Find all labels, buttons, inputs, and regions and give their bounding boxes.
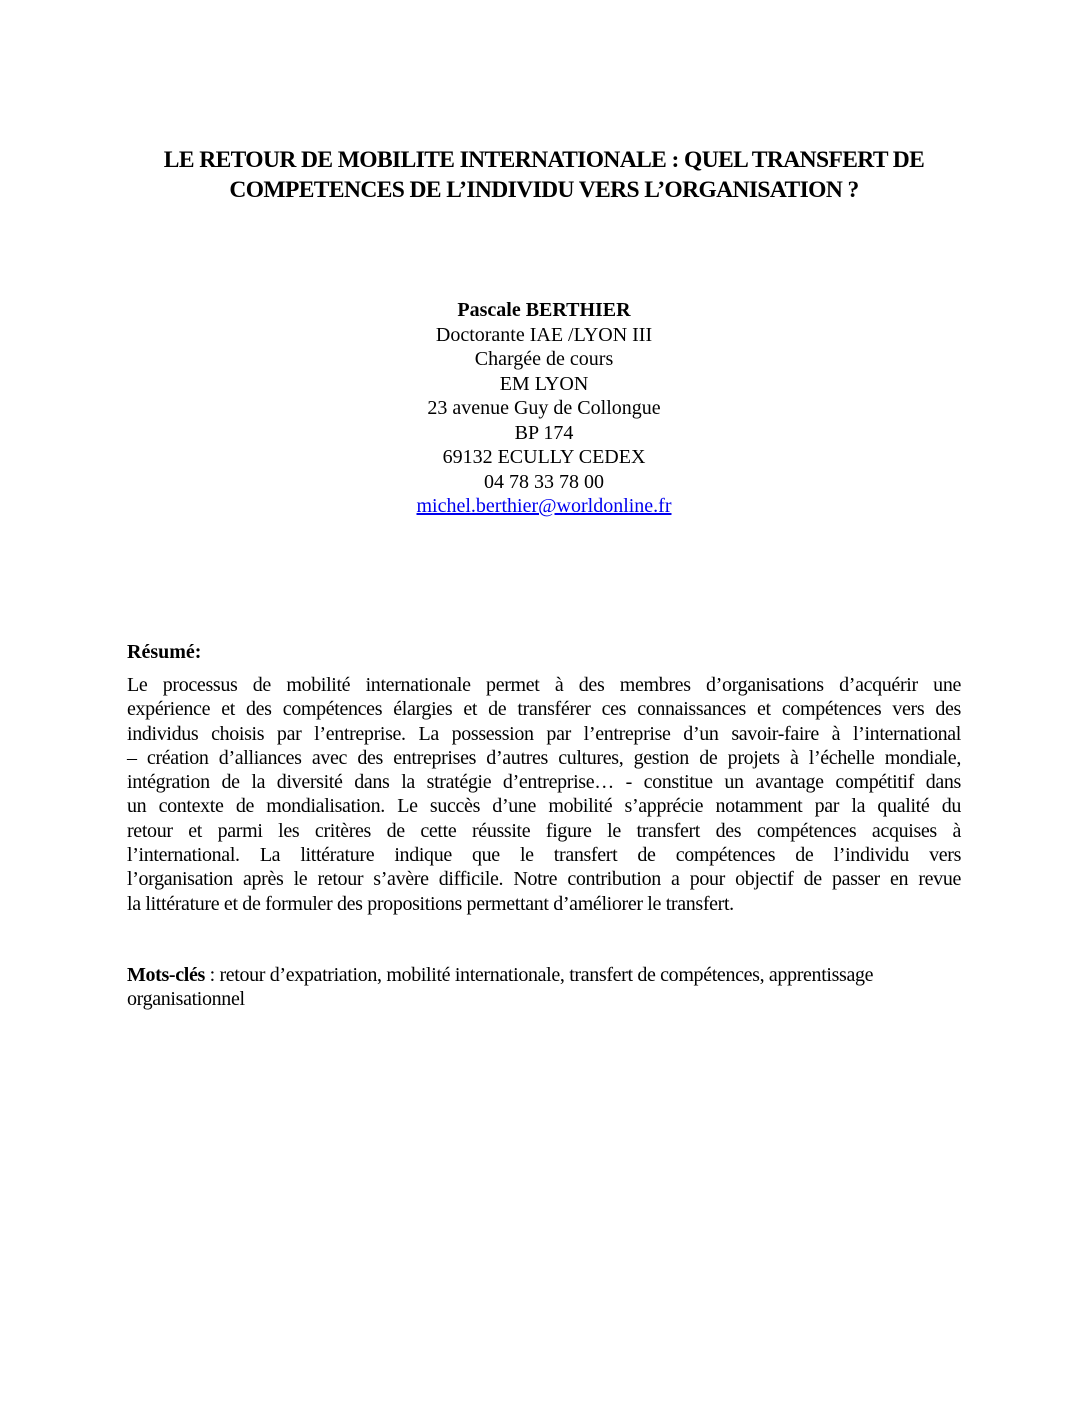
keywords-paragraph (127, 963, 977, 1012)
resume-line: l’international. La littérature indique que le transfert de compétences de l’individu vers (127, 844, 961, 867)
author-affiliation-line: 69132 ECULLY CEDEX (442, 446, 646, 468)
paper-title-line-2: COMPETENCES DE L’INDIVIDU VERS L’ORGANISATION ? (229, 177, 859, 203)
resume-line: Le processus de mobilité internationale permet à des membres d’organisations d’acquérir une (127, 674, 961, 696)
resume-line: intégration de la diversité dans la stratégie d’entreprise… - constitue un avantage compétitif dans (127, 771, 961, 794)
resume-line: – création d’alliances avec des entreprises d’autres cultures, gestion de projets à l’échelle mondiale, (127, 746, 961, 769)
resume-line: expérience et des compétences élargies et de transférer ces connaissances et compétences vers des (127, 698, 961, 721)
keywords-label: Mots-clés (127, 964, 205, 986)
paper-title (120, 145, 968, 205)
keywords-text: retour d’expatriation, mobilité internationale, transfert de compétences, apprentissage organisationnel (127, 964, 874, 1011)
resume-line: la littérature et de formuler des propositions permettant d’améliorer le transfert. (127, 892, 734, 915)
author-affiliation-line: Chargée de cours (474, 348, 614, 370)
author-affiliation-line: EM LYON (499, 372, 589, 395)
author-affiliation-line: BP 174 (514, 421, 574, 444)
paper-title-line-1: LE RETOUR DE MOBILITE INTERNATIONALE : QUEL TRANSFERT DE (163, 147, 925, 173)
author-affiliation-line: 23 avenue Guy de Collongue (427, 397, 661, 419)
author-name: Pascale BERTHIER (457, 299, 631, 321)
resume-line: un contexte de mondialisation. Le succès d’une mobilité s’apprécie notamment par la qualité du (127, 795, 961, 818)
resume-heading: Résumé: (127, 641, 202, 663)
author-affiliation-line: Doctorante IAE /LYON III (435, 323, 653, 346)
resume-line: individus choisis par l’entreprise. La possession par l’entreprise d’un savoir-faire à l’international (127, 722, 961, 745)
author-block (344, 298, 744, 519)
resume-paragraph (127, 673, 961, 916)
author-phone: 04 78 33 78 00 (484, 470, 604, 493)
author-email-link[interactable]: michel.berthier@worldonline.fr (416, 495, 672, 517)
resume-line: l’organisation après le retour s’avère difficile. Notre contribution a pour objectif de passer en revue (127, 868, 961, 891)
resume-line: retour et parmi les critères de cette réussite figure le transfert des compétences acquises à (127, 819, 961, 842)
keywords-separator: : (204, 964, 220, 986)
